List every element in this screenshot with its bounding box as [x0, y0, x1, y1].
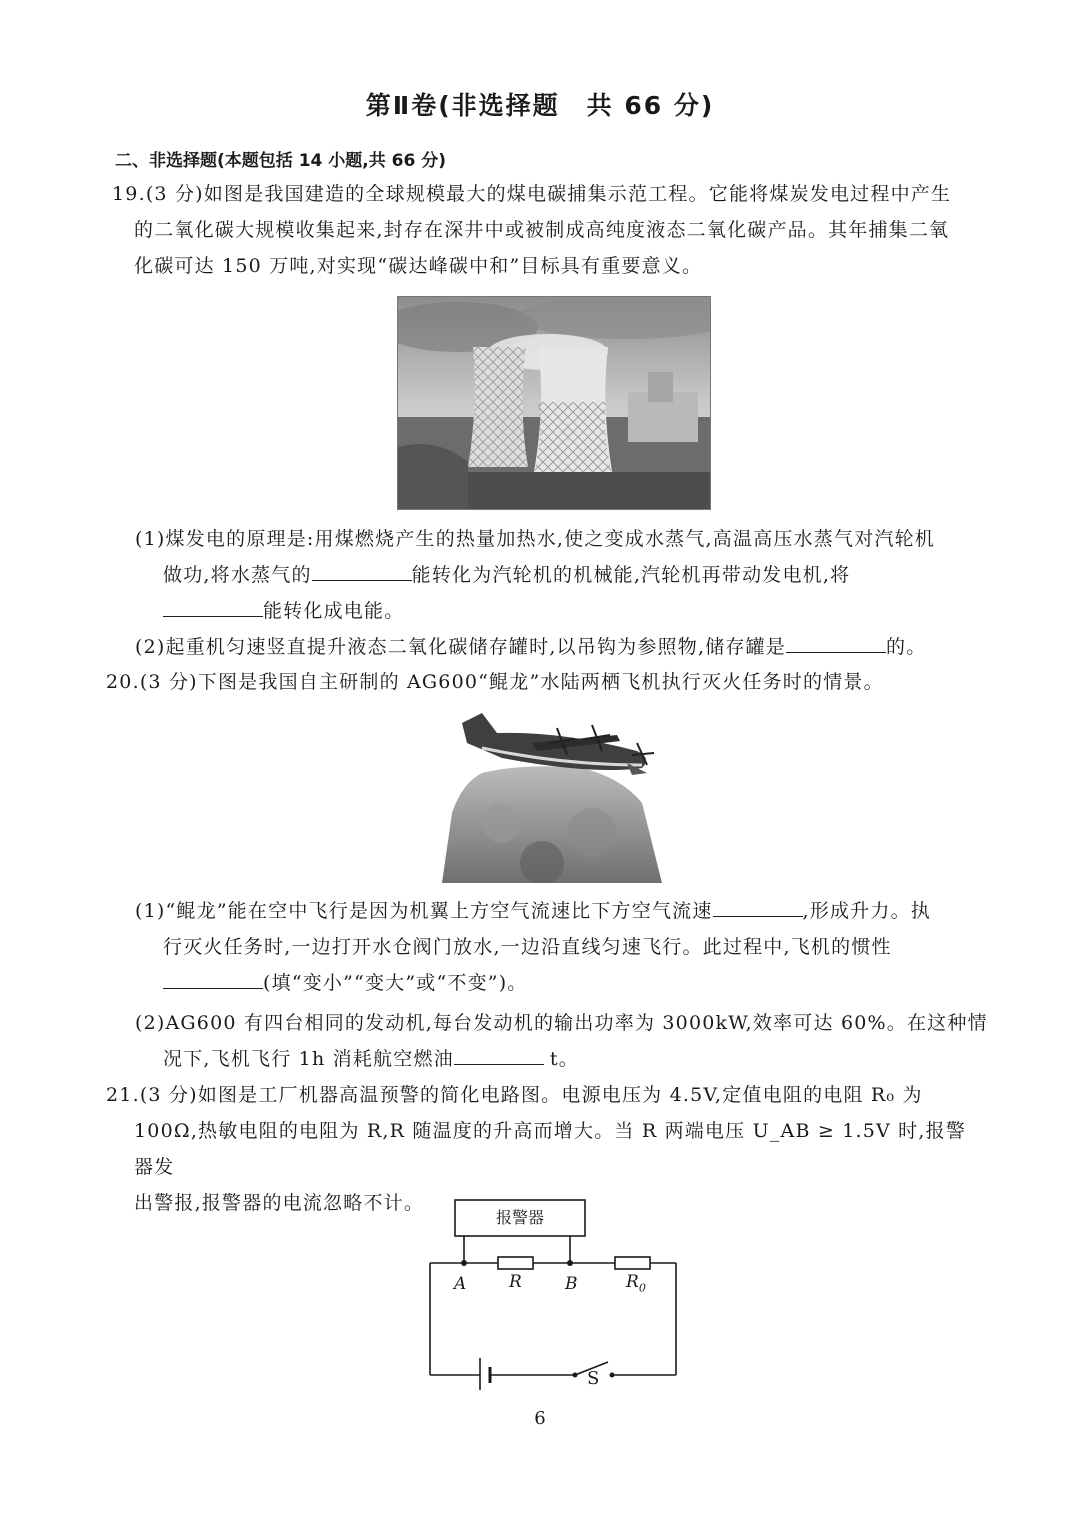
q20-sub2-text-b: t。: [549, 1048, 579, 1070]
q20-sub1-text-c: (填“变小”“变大”或“不变”)。: [263, 972, 528, 994]
answer-blank-5[interactable]: [163, 969, 263, 989]
node-a: [461, 1260, 467, 1266]
q20-sub2-line-1: (2)AG600 有四台相同的发动机,每台发动机的输出功率为 3000kW,效率可达 60%。在这种情: [135, 1012, 988, 1034]
q19-sub2: [135, 629, 995, 665]
q20-sub1-line-1: [135, 893, 995, 929]
q19-sub1-line-1: (1)煤发电的原理是:用煤燃烧产生的热量加热水,使之变成水蒸气,高温高压水蒸气对汽轮机: [135, 528, 935, 550]
q19-sub2-text-a: (2)起重机匀速竖直提升液态二氧化碳储存罐时,以吊钩为参照物,储存罐是: [135, 636, 786, 658]
label-r0-main: R: [626, 1272, 639, 1292]
q19-intro: [112, 176, 992, 284]
label-b: B: [565, 1274, 578, 1294]
circuit-diagram: [420, 1190, 690, 1390]
q20-sub2-line-2: [135, 1041, 995, 1077]
q19-sub1-text-a: 做功,将水蒸气的: [163, 564, 312, 586]
resistor-r0: [615, 1257, 650, 1269]
power-plant-image: [398, 297, 710, 509]
q20-sub1-line-3: [135, 965, 995, 1001]
q21-line-3: 出警报,报警器的电流忽略不计。: [134, 1192, 425, 1214]
q19-sub1: [135, 521, 995, 629]
q19-intro-line-3: 化碳可达 150 万吨,对实现“碳达峰碳中和”目标具有重要意义。: [134, 255, 703, 277]
label-a: A: [454, 1274, 467, 1294]
q19-sub2-text-b: 的。: [886, 636, 927, 658]
q19-sub1-line-3: [135, 593, 995, 629]
aircraft-photo: [442, 703, 667, 883]
q20-intro: 20.(3 分)下图是我国自主研制的 AG600“鲲龙”水陆两栖飞机执行灭火任务时的情景。: [106, 671, 884, 693]
node-b: [567, 1260, 573, 1266]
answer-blank-4[interactable]: [713, 897, 803, 917]
q20-sub2-text-a: 况下,飞机飞行 1h 消耗航空燃油: [163, 1048, 454, 1070]
q20-sub1: [135, 893, 995, 1001]
q19-intro-line-1: 19.(3 分)如图是我国建造的全球规模最大的煤电碳捕集示范工程。它能将煤炭发电过程中产生: [112, 183, 952, 205]
section-heading: 二、非选择题(本题包括 14 小题,共 66 分): [115, 151, 446, 171]
answer-blank-6[interactable]: [454, 1045, 544, 1065]
label-r: R: [509, 1272, 522, 1292]
thermistor-r: [498, 1257, 533, 1269]
q19-sub1-line-2: [135, 557, 995, 593]
q20-sub1-line-2: 行灭火任务时,一边打开水仓阀门放水,一边沿直线匀速飞行。此过程中,飞机的惯性: [163, 936, 892, 958]
q19-sub1-text-b: 能转化为汽轮机的机械能,汽轮机再带动发电机,将: [411, 564, 851, 586]
page-number: 6: [534, 1408, 546, 1429]
label-r0-sub: 0: [638, 1281, 646, 1295]
q19-sub1-text-c: 能转化成电能。: [263, 600, 405, 622]
alarm-label: 报警器: [495, 1208, 544, 1227]
q20-sub1-text-a: (1)“鲲龙”能在空中飞行是因为机翼上方空气流速比下方空气流速: [135, 900, 713, 922]
q20-sub1-text-b: ,形成升力。执: [802, 900, 931, 922]
q19-intro-line-2: 的二氧化碳大规模收集起来,封存在深井中或被制成高纯度液态二氧化碳产品。其年捕集二氧: [134, 219, 950, 241]
q21-line-2: 100Ω,热敏电阻的电阻为 R,R 随温度的升高而增大。当 R 两端电压 U_AB ≥ 1.5V 时,报警器发: [134, 1120, 967, 1178]
q21-line-1: 21.(3 分)如图是工厂机器高温预警的简化电路图。电源电压为 4.5V,定值电阻的电阻 R₀ 为: [106, 1084, 923, 1106]
label-s: S: [587, 1368, 600, 1389]
page-title: 第Ⅱ卷(非选择题 共 66 分): [365, 91, 715, 120]
aircraft-image: [442, 703, 667, 883]
power-plant-photo: [397, 296, 711, 510]
answer-blank-3[interactable]: [786, 633, 886, 653]
label-r0: [626, 1272, 646, 1294]
answer-blank-2[interactable]: [163, 597, 263, 617]
q20-sub2: [135, 1005, 995, 1077]
answer-blank-1[interactable]: [312, 561, 412, 581]
